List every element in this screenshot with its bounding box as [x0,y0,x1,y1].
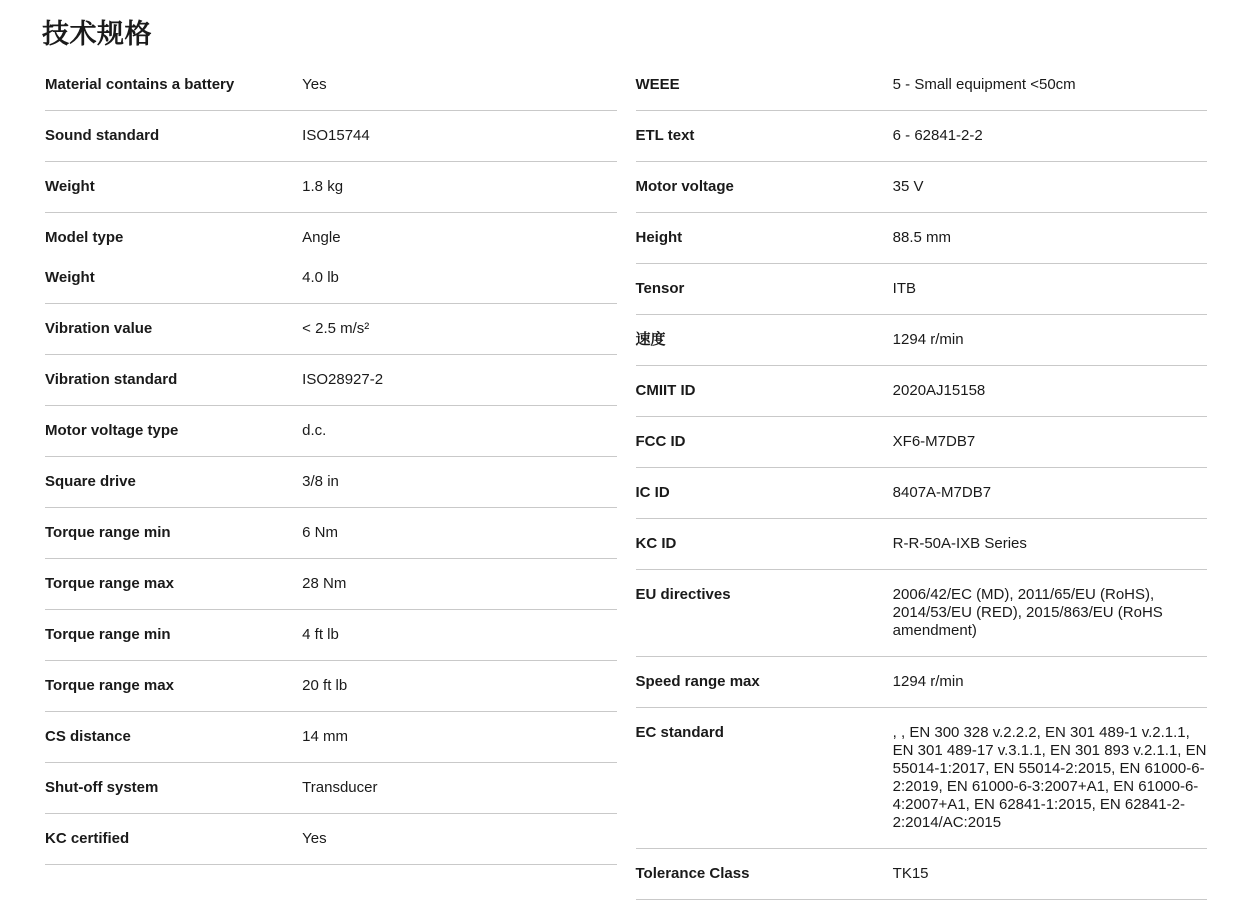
spec-label: Speed range max [635,673,760,690]
spec-label: Material contains a battery [45,76,235,93]
spec-label: FCC ID [635,433,686,450]
spec-value: Transducer [302,779,378,796]
spec-row [45,213,617,304]
spec-label: CS distance [45,728,131,745]
spec-row [636,468,1208,519]
spec-row [45,304,617,355]
spec-value: 20 ft lb [302,677,348,694]
spec-label: Vibration value [45,320,153,337]
spec-label: Square drive [45,473,136,490]
spec-row [45,162,617,213]
spec-row [636,657,1208,708]
spec-row [45,355,617,406]
spec-value: ITB [892,280,917,297]
spec-value: 2006/42/EC (MD), 2011/65/EU (RoHS), 2014/53/EU (RED), 2015/863/EU (RoHS amendment) [892,586,1163,639]
spec-row [636,366,1208,417]
spec-label: Weight [45,269,95,286]
spec-label: Model type [45,229,124,246]
spec-value: R-R-50A-IXB Series [892,535,1027,552]
spec-label: KC certified [45,830,130,847]
spec-value: 14 mm [302,728,349,745]
spec-row [636,417,1208,468]
spec-row [45,406,617,457]
spec-label: Weight [45,178,95,195]
spec-value: 6 - 62841-2-2 [892,127,983,144]
spec-line [45,127,617,145]
spec-row [636,60,1208,111]
spec-table-right [636,60,1208,900]
spec-row [636,519,1208,570]
spec-row [636,849,1208,900]
spec-value: 35 V [892,178,924,195]
spec-label: Torque range min [45,626,171,643]
spec-label: EC standard [635,724,724,741]
spec-label: Shut-off system [45,779,159,796]
spec-label: IC ID [635,484,670,501]
spec-row [45,610,617,661]
spec-label: KC ID [635,535,677,552]
spec-value: 6 Nm [302,524,339,541]
spec-line [636,382,1208,400]
spec-value: 28 Nm [302,575,347,592]
spec-line [636,586,1208,640]
spec-row [45,111,617,162]
spec-row [45,661,617,712]
spec-columns [45,60,1207,900]
spec-row [45,457,617,508]
spec-line [45,371,617,389]
spec-value: 5 - Small equipment <50cm [892,76,1076,93]
spec-value: Yes [302,76,327,93]
spec-row [45,712,617,763]
spec-line [636,178,1208,196]
spec-row [636,315,1208,366]
spec-line [636,127,1208,145]
spec-label: Motor voltage type [45,422,179,439]
spec-value: TK15 [892,865,929,882]
spec-value: < 2.5 m/s² [302,320,370,337]
spec-line [636,229,1208,247]
spec-label: Tolerance Class [635,865,750,882]
spec-label: Vibration standard [45,371,178,388]
spec-line [45,320,617,338]
spec-row [636,264,1208,315]
spec-value: 4.0 lb [302,269,339,286]
spec-value: 1.8 kg [302,178,344,195]
spec-label: ETL text [635,127,695,144]
spec-value: Angle [302,229,341,246]
spec-row [45,508,617,559]
spec-label: Torque range max [45,575,174,592]
spec-line [45,76,617,94]
spec-line [45,626,617,644]
spec-line [45,728,617,746]
spec-line [45,473,617,491]
spec-label: Torque range min [45,524,171,541]
spec-value: 2020AJ15158 [892,382,986,399]
spec-row [636,708,1208,849]
spec-line [636,865,1208,883]
spec-row [45,559,617,610]
spec-line [45,575,617,593]
spec-line [45,178,617,196]
spec-label: EU directives [635,586,731,603]
spec-row [45,814,617,865]
spec-label: Height [635,229,683,246]
page-title: 技术规格 [42,19,152,49]
spec-label: WEEE [635,76,680,93]
spec-line [45,779,617,797]
spec-line [45,524,617,542]
spec-label: Sound standard [45,127,160,144]
spec-line [45,422,617,440]
spec-value: , , EN 300 328 v.2.2.2, EN 301 489-1 v.2.1.1, EN 301 489-17 v.3.1.1, EN 301 893 v.2.1.1, EN 55014-1:2017, EN 55014-2:2015, EN 61000-6-2:2019, EN 61000-6-3:2007+A1, EN 61000-6-4:2007+A1, EN 62841-1:2015, EN 62841-2-2:2014/AC:2015 [892,724,1207,831]
spec-value: 1294 r/min [892,673,964,690]
spec-value: Yes [302,830,327,847]
spec-row [636,570,1208,657]
spec-line [45,229,617,247]
spec-line [636,331,1208,349]
spec-value: ISO28927-2 [302,371,384,388]
spec-value: 1294 r/min [892,331,964,348]
spec-line [636,433,1208,451]
spec-line [636,673,1208,691]
spec-row [636,111,1208,162]
spec-line [636,484,1208,502]
spec-value: XF6-M7DB7 [892,433,976,450]
spec-value: ISO15744 [302,127,370,144]
spec-row [45,60,617,111]
spec-label: 速度 [635,331,666,348]
spec-value: 4 ft lb [302,626,339,643]
spec-row [636,213,1208,264]
spec-value: 3/8 in [302,473,339,490]
spec-row [636,162,1208,213]
spec-value: 8407A-M7DB7 [892,484,992,501]
spec-label: CMIIT ID [635,382,696,399]
specifications-page [0,18,1254,888]
spec-line [636,76,1208,94]
spec-line [636,724,1208,832]
spec-label: Tensor [635,280,685,297]
spec-label: Torque range max [45,677,174,694]
spec-label: Motor voltage [635,178,734,195]
spec-table-left [45,60,617,900]
spec-line [45,830,617,848]
spec-line [636,280,1208,298]
spec-line [45,677,617,695]
spec-line [636,535,1208,553]
spec-line [45,269,617,287]
spec-row [45,763,617,814]
spec-value: d.c. [302,422,327,439]
spec-value: 88.5 mm [892,229,952,246]
